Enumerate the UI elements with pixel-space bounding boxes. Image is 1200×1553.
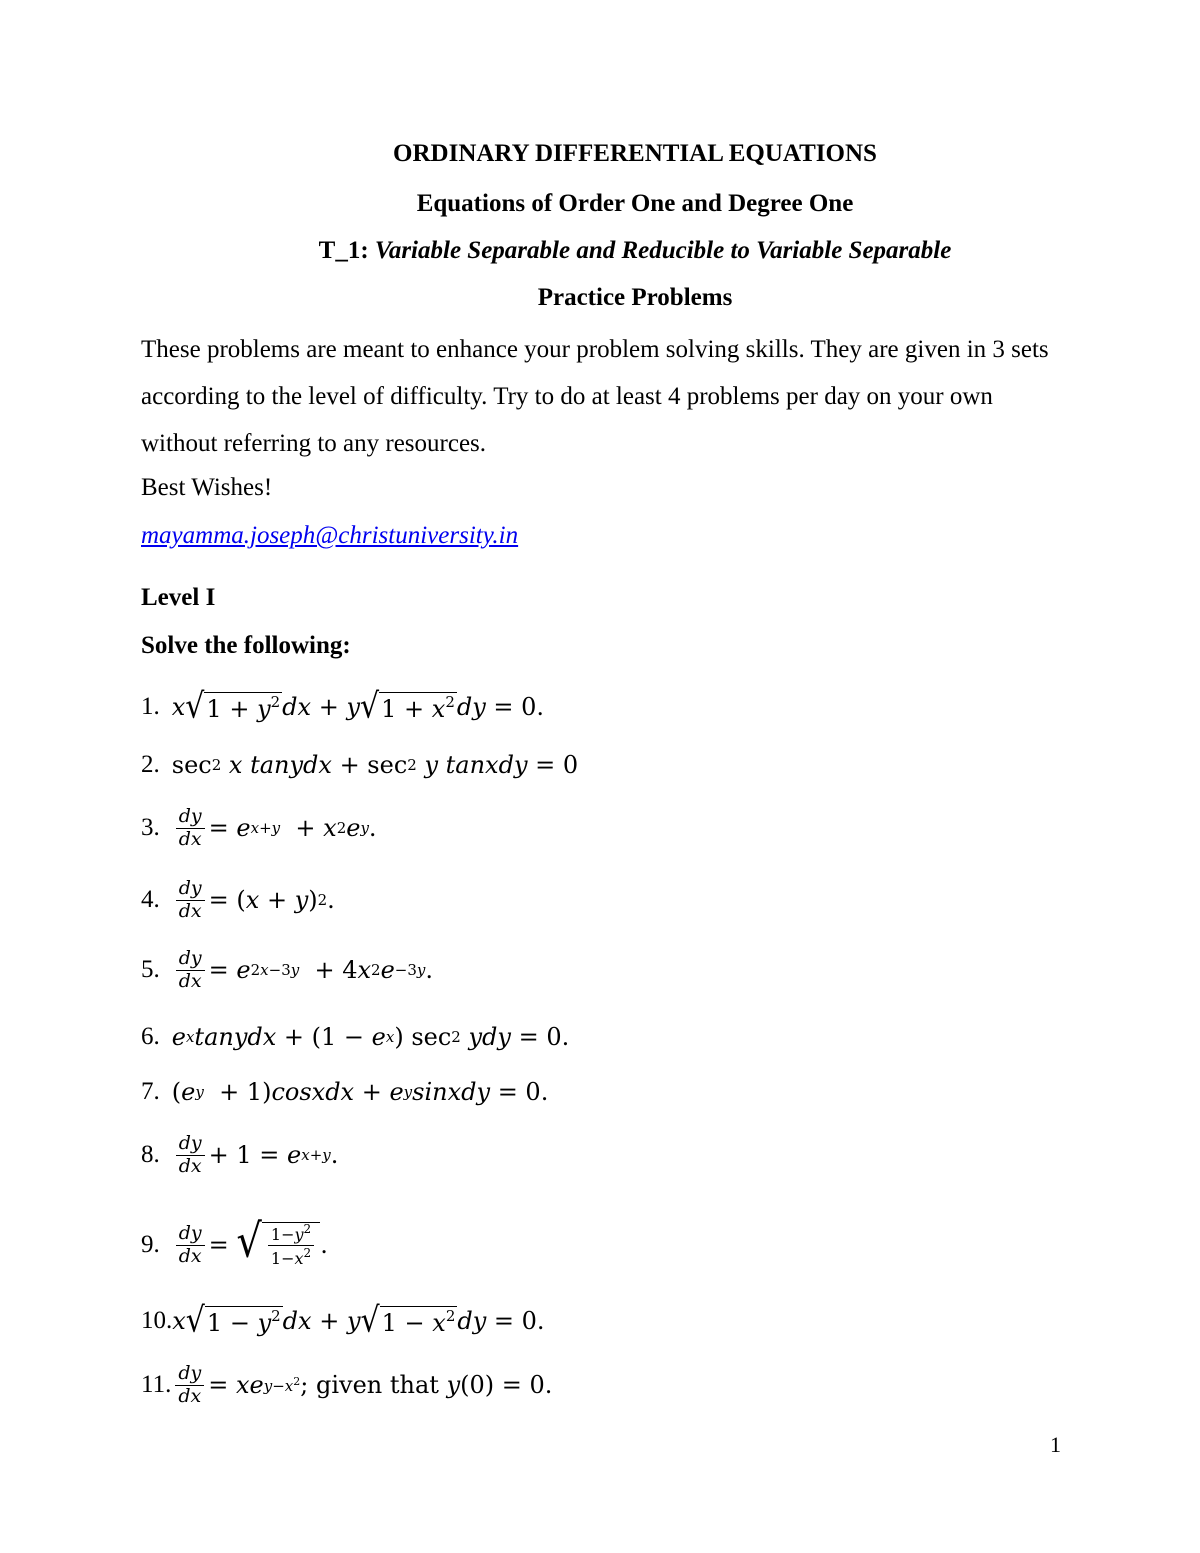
author-email-link[interactable]: mayamma.joseph@christuniversity.in xyxy=(141,522,519,549)
page-number: 1 xyxy=(1050,1432,1061,1457)
problem-item xyxy=(141,1130,338,1180)
problem-number: 4. xyxy=(141,886,160,913)
best-wishes: Best Wishes! xyxy=(141,474,273,501)
intro-paragraph: These problems are meant to enhance your problem solving skills. They are given in 3 sets according to the level of difficulty. Try to do at least 4 problems per day on your own without referring to any resources. xyxy=(141,336,1049,457)
problem-number: 1. xyxy=(141,693,160,720)
topic-title: Variable Separable and Reducible to Variable Separable xyxy=(374,237,952,264)
problem-item xyxy=(141,1360,552,1410)
problem-item xyxy=(141,740,578,790)
problem-item xyxy=(141,682,544,732)
document-subtitle: Equations of Order One and Degree One xyxy=(416,190,854,217)
section-heading: Practice Problems xyxy=(537,284,733,311)
problem-equation: $\frac{dy}{dx}$ = ( x + y ) 2 . xyxy=(172,879,335,922)
problem-equation: x √ $1 + y^2$ dx + y √ $1 + x^2$ dy = 0. xyxy=(171,685,545,726)
problem-item xyxy=(141,1296,545,1346)
instruction-heading: Solve the following: xyxy=(141,632,351,659)
problem-item xyxy=(141,1067,548,1117)
problem-item xyxy=(141,945,433,995)
problem-equation: e x tanydx + (1 − e x ) sec 2 ydy = 0. xyxy=(171,1023,570,1051)
problem-number: 11. xyxy=(141,1371,172,1398)
level-heading: Level I xyxy=(141,584,216,611)
problem-equation: $\frac{dy}{dx}$ = e 2x−3y + 4 x 2 e −3y . xyxy=(172,949,433,992)
problem-number: 10. xyxy=(141,1307,173,1334)
problem-number: 8. xyxy=(141,1141,160,1168)
problem-equation: x √ $1 - y^2$ dx + y √ $1 - x^2$ dy = 0. xyxy=(172,1299,545,1340)
problem-equation: $\frac{dy}{dx}$ + 1 = e x+y . xyxy=(172,1134,339,1177)
problem-equation: ( e y + 1) cosxdx + e y sinxdy = 0. xyxy=(171,1078,549,1106)
problem-equation: $\frac{dy}{dx}$ = e x+y + x 2 e y . xyxy=(172,807,377,850)
topic-heading xyxy=(0,237,1200,265)
problem-equation: $\frac{dy}{dx}$ = √ $\frac{1-y^2}{1-x^2}$ . xyxy=(172,1222,328,1268)
problem-equation: sec 2 x tanydx + sec 2 y tanxdy = 0 xyxy=(171,751,579,779)
problem-number: 6. xyxy=(141,1023,160,1050)
topic-prefix: T_1: xyxy=(318,237,369,264)
problem-number: 2. xyxy=(141,751,160,778)
problem-number: 9. xyxy=(141,1231,160,1258)
problem-item xyxy=(141,1215,328,1275)
problem-item xyxy=(141,803,377,853)
problem-equation: $\frac{dy}{dx}$ = xe $y-x^2$ ; given that y (0) = 0. xyxy=(171,1364,552,1407)
problem-item xyxy=(141,875,335,925)
document-title: ORDINARY DIFFERENTIAL EQUATIONS xyxy=(393,140,877,167)
problem-item xyxy=(141,1012,569,1062)
problem-number: 3. xyxy=(141,814,160,841)
problem-number: 7. xyxy=(141,1078,160,1105)
problem-number: 5. xyxy=(141,956,160,983)
